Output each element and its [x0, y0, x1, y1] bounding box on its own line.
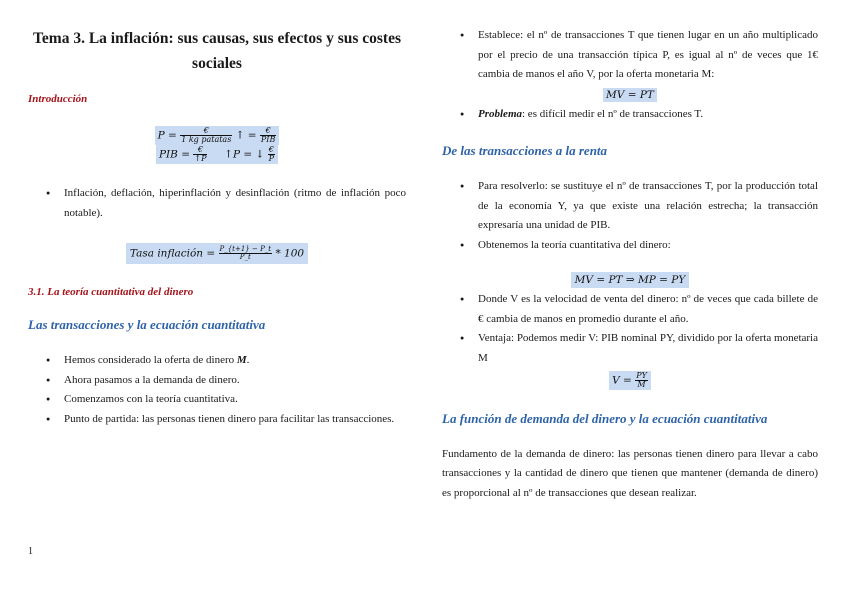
problema-text: : es difícil medir el nº de transacciones T.: [522, 107, 704, 120]
problema-list: [442, 105, 818, 125]
formula-pib-frac-den: ↑P: [194, 154, 207, 163]
list-item-bold: M: [236, 354, 247, 366]
demand-heading: La función de demanda del dinero y la ecuación cuantitativa: [442, 410, 768, 426]
formula-pib: [28, 145, 406, 165]
formula-mv-text: MV = PT: [603, 88, 657, 102]
income-list: [442, 177, 818, 255]
list-item: ● Inflación, deflación, hiperinflación y desinflación (ritmo de inflación poco notable).: [28, 184, 406, 223]
formula-price-mid: ↑ =: [235, 129, 257, 141]
formula-inflation-rhs: * 100: [275, 247, 305, 260]
list-item-after: .: [246, 354, 250, 366]
formula-chain-text: MV = PT ⇒ MP = PY: [571, 272, 690, 288]
transactions-heading: Las transacciones y la ecuación cuantitativa: [28, 317, 266, 332]
formula-v: [442, 370, 818, 390]
formula-price: [28, 125, 406, 145]
transactions-list: [28, 351, 406, 429]
list-item: ● Ahora pasamos a la demanda de dinero.: [28, 371, 406, 391]
formula-price-frac1-num: €: [180, 127, 232, 136]
list-item-text: Hemos considerado la oferta de dinero: [64, 354, 237, 366]
document-title: Tema 3. La inflación: sus causas, sus efectos y sus costes sociales: [32, 30, 401, 72]
velocity-list: [442, 290, 818, 368]
formula-price-frac2-num: €: [260, 127, 276, 136]
formula-pib-lhs: PIB =: [158, 148, 191, 161]
formula-inflation-lhs: Tasa inflación =: [129, 247, 216, 260]
formula-inflation-den: P_t: [239, 253, 251, 261]
formula-v-num: PY: [636, 370, 647, 380]
income-heading: De las transacciones a la renta: [442, 143, 608, 158]
list-item: [28, 351, 406, 371]
formula-mv: [442, 85, 818, 103]
list-item: ● Punto de partida: las personas tienen dinero para facilitar las transacciones.: [28, 410, 406, 430]
list-item: ● Para resolverlo: se sustituye el nº de transacciones T, por la producción total de la economía Y, ya que existe una relación estrecha; la transacción expresaría una unidad de PIB.: [442, 177, 818, 236]
section-3-1-heading: 3.1. La teoría cuantitativa del dinero: [28, 286, 194, 298]
problema-label: Problema: [478, 107, 522, 120]
left-column: [28, 26, 406, 429]
formula-inflation-num: P_{t+1} − P_t: [219, 245, 272, 253]
formula-chain: [442, 270, 818, 288]
list-item: ● Comenzamos con la teoría cuantitativa.: [28, 390, 406, 410]
list-item: [442, 105, 818, 125]
formula-pib-frac2-den: P: [268, 154, 275, 163]
establece-list: [442, 26, 818, 85]
formula-pib-mid: ↑P = ↓: [224, 148, 265, 161]
formula-pib-frac-num: €: [193, 146, 207, 155]
list-item: ● Obtenemos la teoría cuantitativa del dinero:: [442, 236, 818, 256]
inflation-list: [28, 184, 406, 223]
formula-price-frac2-den: PIB: [260, 134, 276, 144]
formula-inflation-rate: [28, 243, 406, 264]
right-column: [442, 26, 818, 503]
list-item: ● Ventaja: Podemos medir V: PIB nominal PY, dividido por la oferta monetaria M: [442, 329, 818, 368]
demand-paragraph: Fundamento de la demanda de dinero: las personas tienen dinero para llevar a cabo transacciones y la cantidad de dinero que tienen que mantener (demanda de dinero) es proporcional al nº de transacciones que desean realizar.: [442, 447, 818, 499]
page-number: 1: [28, 546, 33, 557]
intro-heading: Introducción: [28, 93, 88, 105]
list-item: ● Establece: el nº de transacciones T que tienen lugar en un año multiplicado por el precio de una transacción típica P, es igual al nº de veces que 1€ cambia de manos el año V, por la oferta monetaria M:: [442, 26, 818, 85]
formula-v-den: M: [637, 379, 646, 389]
formula-price-frac1-den: 1 kg patatas: [181, 134, 232, 144]
list-item: ● Donde V es la velocidad de venta del dinero: nº de veces que cada billete de € cambia de manos en promedio durante el año.: [442, 290, 818, 329]
formula-pib-frac2-num: €: [268, 145, 274, 154]
formula-v-lhs: V =: [612, 374, 632, 386]
formula-price-lhs: P =: [157, 129, 177, 141]
